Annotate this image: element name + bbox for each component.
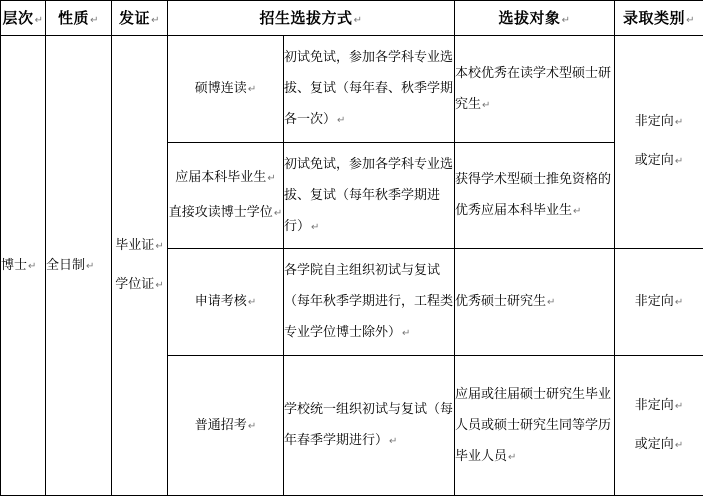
description-cell: 学校统一组织初试与复试（每年春季学期进行）↵ bbox=[284, 356, 455, 496]
certificate-cell: 毕业证↵ 学位证↵ bbox=[112, 36, 168, 496]
description-cell: 初试免试，参加各学科专业选拔、复试（每年春、秋季学期各一次）↵ bbox=[284, 36, 455, 143]
target-cell: 获得学术型硕士推免资格的优秀应届本科毕业生↵ bbox=[455, 143, 615, 249]
category-cell: 非定向↵ 或定向↵ bbox=[615, 36, 703, 249]
description-cell: 各学院自主组织初试与复试（每年秋季学期进行，工程类专业学位博士除外）↵ bbox=[284, 249, 455, 356]
table-row bbox=[1, 36, 703, 143]
target-cell: 优秀硕士研究生↵ bbox=[455, 249, 615, 356]
target-cell: 应届或往届硕士研究生毕业人员或硕士研究生同等学历毕业人员↵ bbox=[455, 356, 615, 496]
nature-cell: 全日制↵ bbox=[46, 36, 112, 496]
header-category: 录取类别↵ bbox=[615, 1, 703, 36]
category-cell: 非定向↵ 或定向↵ bbox=[615, 356, 703, 496]
category-cell: 非定向↵ bbox=[615, 249, 703, 356]
description-cell: 初试免试，参加各学科专业选拔、复试（每年秋季学期进行）↵ bbox=[284, 143, 455, 249]
header-nature: 性质↵ bbox=[46, 1, 112, 36]
header-level: 层次↵ bbox=[1, 1, 46, 36]
method-cell: 申请考核↵ bbox=[168, 249, 284, 356]
header-certificate: 发证↵ bbox=[112, 1, 168, 36]
target-cell: 本校优秀在读学术型硕士研究生↵ bbox=[455, 36, 615, 143]
level-cell: 博士↵ bbox=[1, 36, 46, 496]
header-target: 选拔对象↵ bbox=[455, 1, 615, 36]
method-cell: 应届本科毕业生↵ 直接攻读博士学位↵ bbox=[168, 143, 284, 249]
method-cell: 普通招考↵ bbox=[168, 356, 284, 496]
header-method: 招生选拔方式↵ bbox=[168, 1, 455, 36]
header-row bbox=[1, 1, 703, 36]
method-cell: 硕博连读↵ bbox=[168, 36, 284, 143]
